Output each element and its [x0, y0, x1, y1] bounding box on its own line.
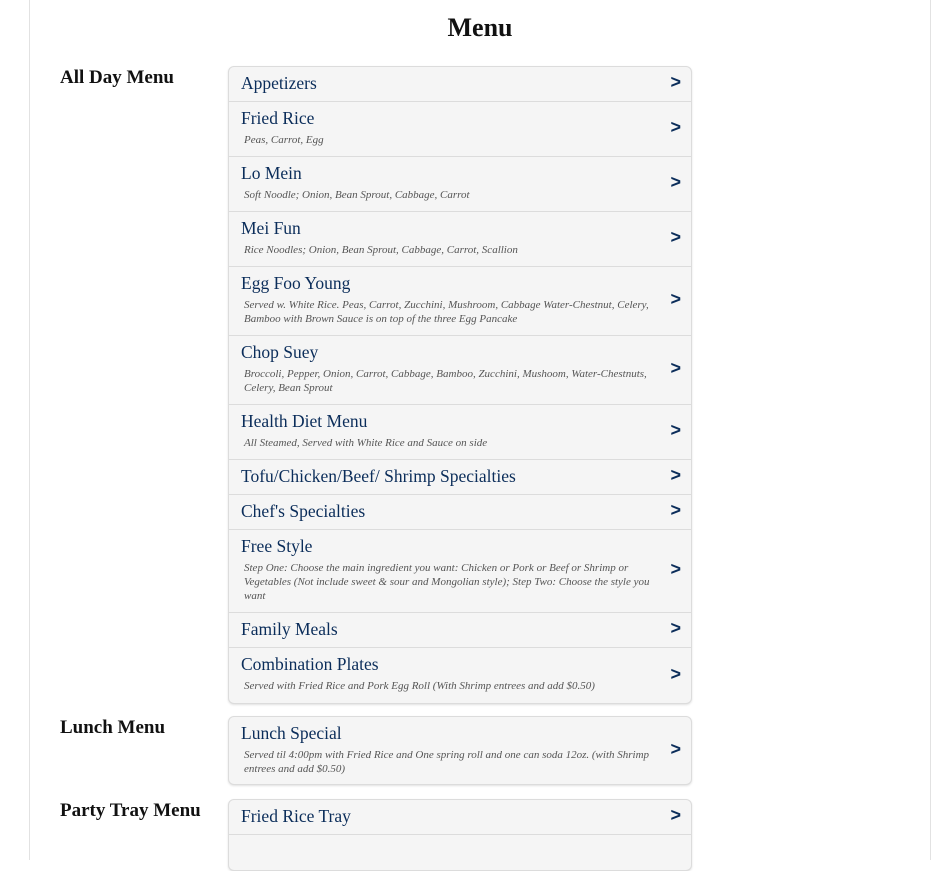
chevron-right-icon: > [670, 805, 681, 826]
chevron-right-icon: > [670, 420, 681, 441]
category-next-tray[interactable] [229, 835, 691, 870]
chevron-right-icon: > [670, 72, 681, 93]
chevron-right-icon: > [670, 358, 681, 379]
category-lo-mein[interactable] [229, 157, 691, 212]
category-name: Combination Plates [241, 654, 379, 674]
category-lunch-special[interactable] [229, 717, 691, 784]
category-fried-rice-tray[interactable] [229, 800, 691, 835]
category-fried-rice[interactable] [229, 102, 691, 157]
category-description: Served til 4:00pm with Fried Rice and One spring roll and one can soda 12oz. (with Shrimp entrees and add $0.50) [244, 749, 650, 775]
chevron-right-icon: > [670, 227, 681, 248]
section-title: Lunch Menu [60, 717, 166, 738]
page-title: Menu [447, 13, 513, 42]
category-name: Egg Foo Young [241, 273, 351, 293]
category-tofu-chicken-beef-shrimp[interactable] [229, 460, 691, 495]
category-family-meals[interactable] [229, 613, 691, 648]
chevron-right-icon: > [670, 559, 681, 580]
menu-category-list [228, 716, 692, 785]
category-name: Appetizers [241, 73, 317, 93]
menu-category-list [228, 66, 692, 704]
category-appetizers[interactable] [229, 67, 691, 102]
category-description: Served with Fried Rice and Pork Egg Roll (With Shrimp entrees and add $0.50) [244, 680, 595, 692]
category-name: Tofu/Chicken/Beef/ Shrimp Specialties [241, 466, 516, 486]
category-name: Family Meals [241, 619, 338, 639]
chevron-right-icon: > [670, 663, 681, 684]
category-name: Chef's Specialties [241, 501, 366, 521]
chevron-right-icon: > [670, 289, 681, 310]
category-description: Step One: Choose the main ingredient you want: Chicken or Pork or Beef or Shrimp or Vegetables (Not include sweet & sour and Mongolian style); Step Two: Choose the style you want [244, 562, 650, 602]
category-description: Served w. White Rice. Peas, Carrot, Zucchini, Mushroom, Cabbage Water-Chestnut, Celery, Bamboo with Brown Sauce is on top of the three Egg Pancake [244, 299, 649, 325]
chevron-right-icon: > [670, 172, 681, 193]
category-health-diet-menu[interactable] [229, 405, 691, 460]
chevron-right-icon: > [670, 738, 681, 759]
chevron-right-icon: > [670, 465, 681, 486]
category-name: Mei Fun [241, 218, 301, 238]
category-mei-fun[interactable] [229, 212, 691, 267]
category-description: Peas, Carrot, Egg [244, 134, 324, 146]
chevron-right-icon: > [670, 500, 681, 521]
chevron-right-icon: > [670, 117, 681, 138]
category-name: Free Style [241, 536, 313, 556]
category-free-style[interactable] [229, 530, 691, 613]
category-name: Lo Mein [241, 163, 302, 183]
category-combination-plates[interactable] [229, 648, 691, 703]
category-name: Chop Suey [241, 342, 319, 362]
category-name: Fried Rice Tray [241, 806, 351, 826]
category-name: Health Diet Menu [241, 411, 368, 431]
category-egg-foo-young[interactable] [229, 267, 691, 336]
category-chefs-specialties[interactable] [229, 495, 691, 530]
section-title: All Day Menu [60, 67, 174, 88]
category-description: Soft Noodle; Onion, Bean Sprout, Cabbage, Carrot [244, 189, 470, 201]
chevron-right-icon: > [670, 618, 681, 639]
menu-category-list [228, 799, 692, 871]
category-description: All Steamed, Served with White Rice and Sauce on side [244, 437, 488, 449]
category-description: Rice Noodles; Onion, Bean Sprout, Cabbage, Carrot, Scallion [244, 244, 518, 256]
category-description: Broccoli, Pepper, Onion, Carrot, Cabbage, Bamboo, Zucchini, Mushoom, Water-Chestnuts, Celery, Bean Sprout [244, 368, 647, 394]
section-title: Party Tray Menu [60, 800, 201, 821]
category-name: Lunch Special [241, 723, 342, 743]
category-chop-suey[interactable] [229, 336, 691, 405]
category-name: Fried Rice [241, 108, 315, 128]
